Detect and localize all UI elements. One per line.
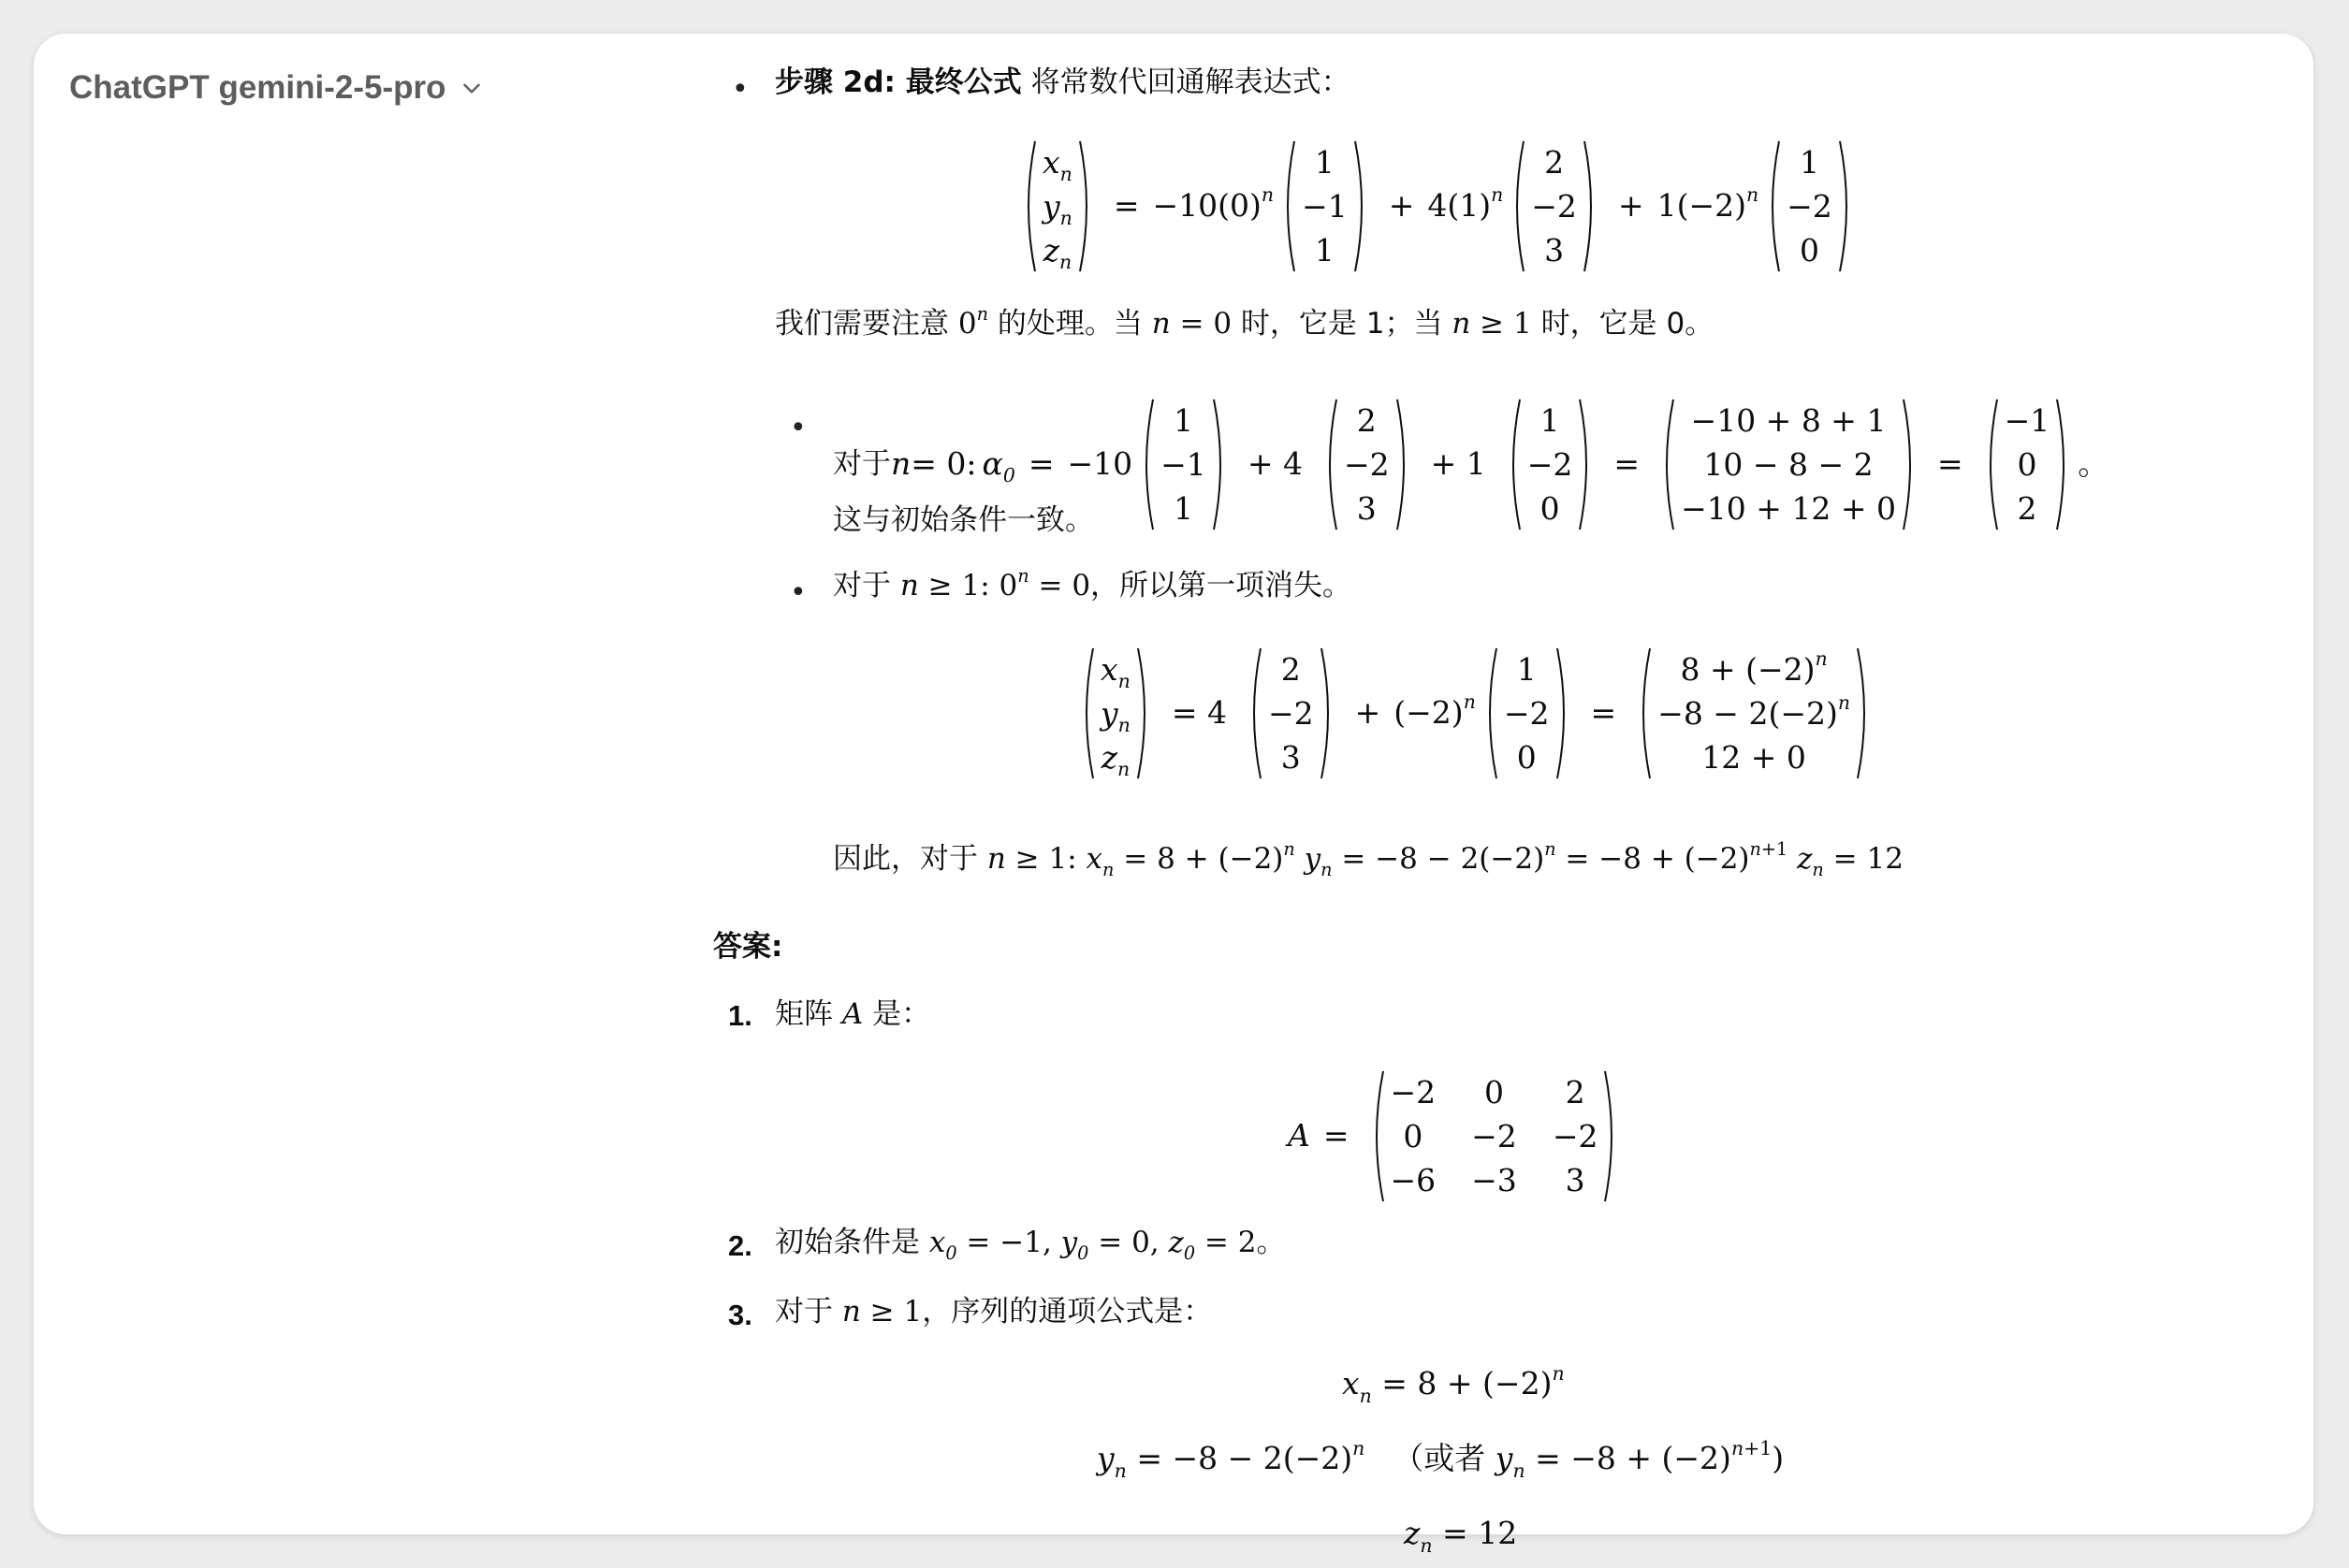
note-line: 我们需要注意 0$^n$ 的处理。当 n = 0 时，它是 1；当 n ≥ 1 时，它是 0。 [775,302,1714,341]
message-content [679,34,2270,1557]
answer-heading: 答案: [713,930,783,964]
therefore-line: 因此，对于 n ≥ 1: $x_n = 8 + (-2)^n$ $y_n = -8 - 2(-2)^n = -8 + (-2)^{n+1}$ $z_n = 12$ [833,837,1904,881]
matrix-a-equation: A = −2 0 2 0 −2 −2 −6 −3 3 [1288,1067,1626,1205]
general-solution-equation: $x_n$ $y_n$ $z_n$ = $-10(0)^n$ 1 −1 1 + $4(1)^n$ 2 −2 3 + $1(-2)^n$ 1 −2 0 [1014,131,1860,281]
chat-window [34,34,2313,1557]
formula-x: $x_n = 8 + (-2)^n$ [1342,1361,1565,1407]
answer-item-2: 初始条件是 $x_0 = -1$, $y_0 = 0$, $z_0 = 2$。 [775,1226,1286,1265]
chevron-down-icon [460,76,484,100]
case-n0-equation: 对于 n = 0: $\alpha_0$ = −10 1 −1 1 + 4 2 −2 3 + 1 1 −2 0 = −10 + 8 + 1 10 − 8 − 2 −10 + 12 + 0 = −1 0 2 。 [833,389,2108,539]
list-number: 1. [728,999,752,1032]
model-selector[interactable] [69,69,484,107]
answer-item-3: 对于 n ≥ 1，序列的通项公式是： [775,1295,1213,1328]
model-label: ChatGPT gemini-2-5-pro [69,69,446,106]
case-n0-note: 这与初始条件一致。 [833,503,1094,537]
formula-y: $y_n = -8 - 2(-2)^n$ （或者 $y_n = -8 + (-2)^{n+1}$) [1097,1436,1785,1482]
bullet: • [790,412,807,444]
case-n1-line: 对于 n ≥ 1: $0^n = 0$，所以第一项消失。 [833,564,1352,603]
case-n1-equation: $x_n$ $y_n$ $z_n$ = 4 2 −2 3 + $(-2)^n$ 1 −2 0 = $8 + (-2)^n$ $-8 - 2(-2)^n$ 12 + 0 [1072,638,1878,788]
step-title: 步骤 2d: 最终公式 [775,65,1022,99]
bullet: • [790,576,807,609]
bullet: • [732,73,749,106]
list-number: 3. [728,1299,752,1331]
step-heading-line [775,64,1350,101]
step-text: 将常数代回通解表达式： [1021,65,1350,99]
answer-item-1: 矩阵 A 是： [775,997,931,1031]
list-number: 2. [728,1229,752,1262]
formula-z: $z_n = 12$ [1404,1515,1518,1557]
